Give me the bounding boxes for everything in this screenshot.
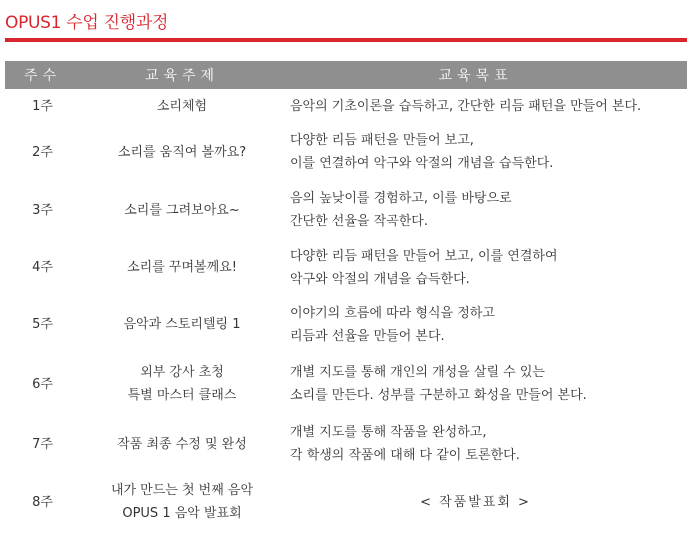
goal-line: < 작품발표회 >	[420, 494, 531, 510]
topic-line: 외부 강사 초청	[140, 365, 224, 380]
goal-cell	[284, 245, 687, 291]
goal-cell	[284, 129, 687, 175]
table-row	[5, 296, 687, 353]
table-row	[5, 89, 687, 123]
page-title: OPUS1 수업 진행과정	[5, 13, 169, 33]
goal-line: 음의 높낮이를 경험하고, 이를 바탕으로	[290, 191, 512, 206]
topic-line: 음악과 스토리텔링 1	[123, 317, 241, 332]
topic-cell	[80, 199, 284, 222]
week-cell: 1주	[32, 98, 53, 114]
header-topic: 교육주제	[144, 68, 220, 84]
topic-line: 소리체험	[156, 98, 208, 114]
goal-cell	[284, 491, 687, 514]
table-row	[5, 239, 687, 296]
goal-line: 소리를 만든다. 성부를 구분하고 화성을 만들어 본다.	[290, 388, 587, 403]
week-cell: 4주	[32, 260, 53, 275]
table-row	[5, 353, 687, 415]
week-cell: 5주	[32, 317, 53, 332]
goal-cell	[284, 421, 687, 467]
topic-line: OPUS 1 음악 발표회	[122, 506, 242, 521]
goal-cell	[284, 302, 687, 348]
week-cell: 8주	[32, 494, 53, 510]
goal-line: 다양한 리듬 패턴을 만들어 보고, 이를 연결하여	[290, 248, 558, 264]
topic-line: 내가 만드는 첫 번째 음악	[110, 483, 254, 498]
goal-line: 다양한 리듬 패턴을 만들어 보고,	[290, 133, 474, 148]
topic-line: 소리를 꾸며볼께요!	[127, 260, 237, 275]
topic-line: 작품 최종 수정 및 완성	[117, 436, 247, 452]
topic-cell	[80, 313, 284, 336]
title-underline	[5, 38, 687, 42]
week-cell: 7주	[32, 436, 53, 452]
table-header	[5, 61, 687, 89]
week-cell: 6주	[32, 376, 53, 392]
goal-line: 이야기의 흐름에 따라 형식을 정하고	[290, 305, 495, 321]
table-row	[5, 181, 687, 239]
table-row	[5, 123, 687, 181]
topic-cell	[80, 141, 284, 164]
topic-line: 특별 마스터 클래스	[127, 388, 237, 403]
topic-cell	[80, 256, 284, 279]
header-goal: 교육목표	[438, 68, 513, 84]
topic-cell	[80, 361, 284, 407]
goal-line: 이를 연결하여 악구와 악절의 개념을 습득한다.	[290, 156, 554, 171]
header-week: 주수	[23, 68, 62, 84]
goal-line: 개별 지도를 통해 개인의 개성을 살릴 수 있는	[290, 365, 545, 380]
goal-cell	[284, 95, 687, 118]
curriculum-table	[5, 61, 687, 531]
week-cell: 2주	[32, 144, 53, 160]
goal-line: 음악의 기초이론을 습득하고, 간단한 리듬 패턴을 만들어 본다.	[290, 98, 642, 114]
topic-cell	[80, 95, 284, 118]
week-cell: 3주	[32, 202, 53, 218]
topic-line: 소리를 움직여 볼까요?	[117, 144, 247, 160]
goal-cell	[284, 187, 687, 233]
goal-line: 각 학생의 작품에 대해 다 같이 토론한다.	[290, 448, 520, 463]
table-row	[5, 415, 687, 473]
topic-cell	[80, 479, 284, 525]
topic-cell	[80, 433, 284, 456]
goal-line: 간단한 선율을 작곡한다.	[290, 214, 428, 229]
goal-cell	[284, 361, 687, 407]
goal-line: 악구와 악절의 개념을 습득한다.	[290, 271, 470, 287]
table-row	[5, 473, 687, 531]
goal-line: 개별 지도를 통해 작품을 완성하고,	[290, 425, 487, 440]
goal-line: 리듬과 선율을 만들어 본다.	[290, 328, 445, 344]
table-body	[5, 89, 687, 531]
topic-line: 소리를 그려보아요~	[124, 202, 240, 218]
